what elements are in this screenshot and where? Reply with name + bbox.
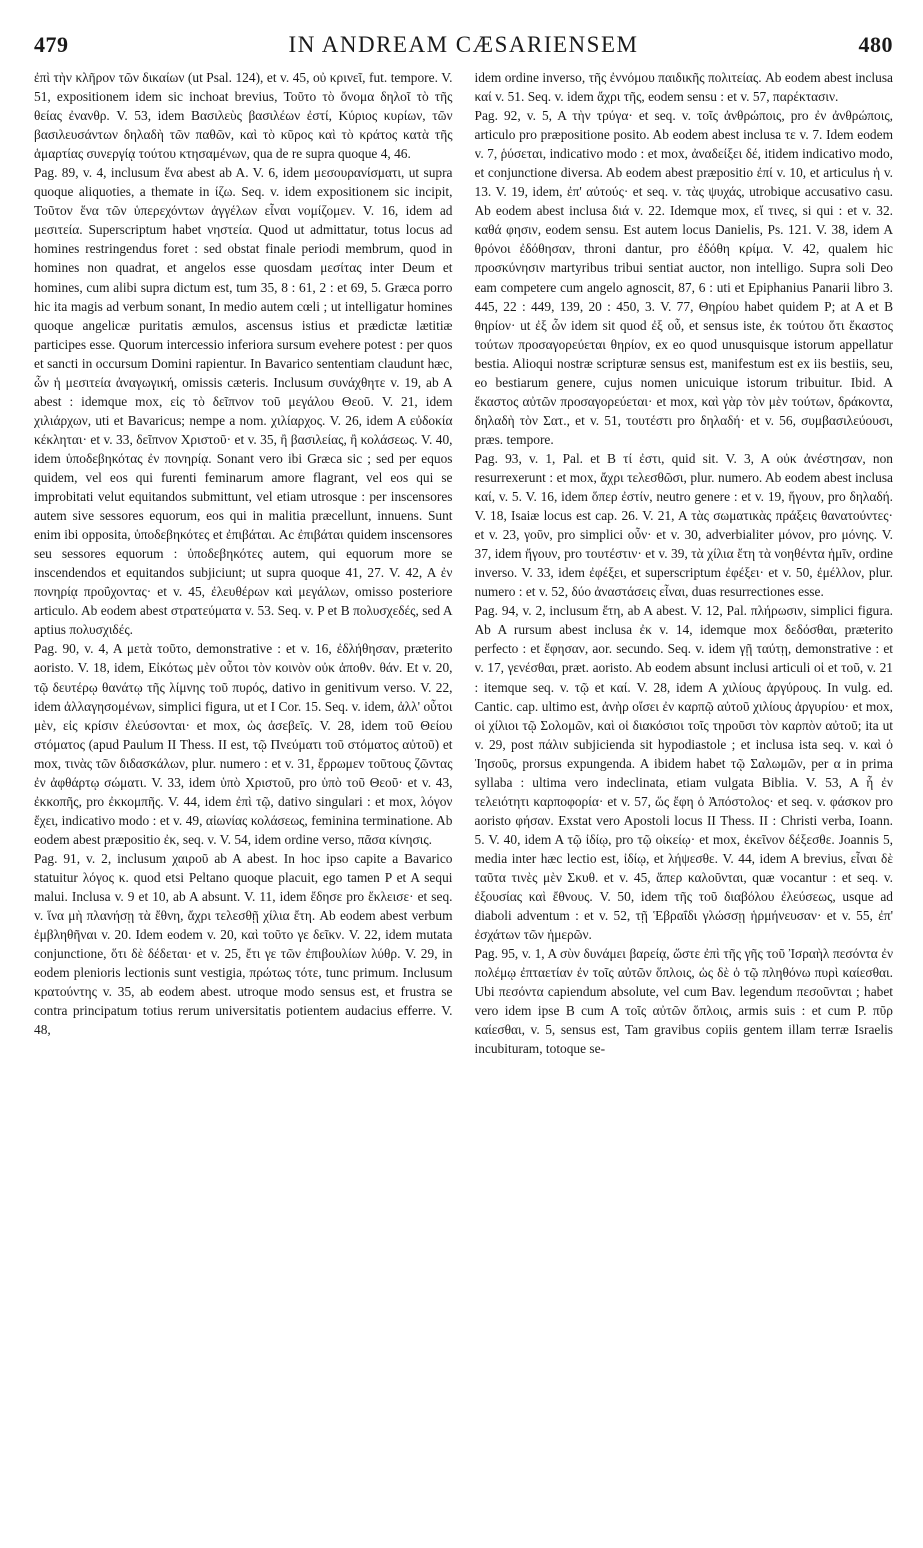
page-header	[34, 28, 893, 62]
paragraph: Pag. 95, v. 1, A σὺν δυνάμει βαρείᾳ, ὥστε ἐπὶ τῆς γῆς τοῦ Ἰσραὴλ πεσόντα ἐν πολέμῳ ἐπταετίαν ἐν τοῖς αὐτῶν ὅπλοις, ὡς δὲ ὁ τῷ πληθόνω πυρὶ καίεσθαι. Ubi πεσόντα capiendum absolute, vel cum Bav. legendum πεσοῦνται ; habet vero idem ipse B cum A τοῖς αὐτῶν ὅπλοις, armis suis : et cum P. πῦρ καίεσθαι, v. 5, sensus est, Tam gravibus copiis gentem illam terræ Israelis incubituram, totoque se-	[474, 946, 893, 1057]
paragraph: ἐπὶ τὴν κλῆρον τῶν δικαίων (ut Psal. 124), et v. 45, οὐ κρινεῖ, fut. tempore. V. 51, expositionem idem sic inchoat brevius, Τοῦτο τὸ ὄνομα δηλοῖ τὸ τῆς θείας ἐνανθρ. V. 53, idem Βασιλεὺς βασιλέων ἐστί, Κύριος κυρίων, τῶν βασιλευσάντων δηλαδὴ τῶν παθῶν, καὶ τὸ κῦρος καὶ τὸ κράτος κατὰ τῆς ἁμαρτίας συνεργίᾳ τούτου κτησαμένων, qua de re supra quoque 4, 46.	[34, 70, 453, 162]
paragraph: Pag. 93, v. 1, Pal. et B τί ἐστι, quid sit. V. 3, A οὐκ ἀνέστησαν, non resurrexerunt : et mox, ἄχρι τελεσθῶσι, plur. numero. Ab eodem abest inclusa καί, v. 5. V. 16, idem ὅπερ ἐστίν, neutro genere : et v. 19, ἥγουν, pro δηλαδή. V. 18, Isaiæ locus est cap. 26. V. 21, A τὰς σωματικὰς πράξεις θανατούντες· et v. 23, γοῦν, pro simplici οὖν· et v. 30, adverbialiter μόνον, pro μόνης. V. 37, idem ἤγουν, pro τουτέστιν· et v. 39, τὰ χίλια ἔτη τὰ νοηθέντα ἡμῖν, ordine inverso. V. 33, idem ἐφέξει, et superscriptum ἐφέξει· et v. 50, ἐμέλλον, plur. numero : et v. 52, δύο ἀναστάσεις εἶναι, duas resurrectiones esse.	[474, 450, 893, 600]
paragraph: Pag. 91, v. 2, inclusum χαιροῦ ab A abest. In hoc ipso capite a Bavarico statuitur λόγος κ. quod etsi Peltano quoque placuit, ego tamen P et A sequi malui. Inclusa v. 9 et 10, ab A absunt. V. 11, idem ἔδησε pro ἔκλεισε· et seq. v. ἵνα μὴ πλανήσῃ τὰ ἔθνη, ἄχρι τελεσθῇ χίλια ἔτη. Ab eodem abest verbum ἐμβληθῆναι v. 20. Idem eodem v. 20, καὶ τοῦτο γε δεῖκν. V. 22, idem mutata conjunctione, ὅτι δὲ δέδεται· et v. 25, ἔτι γε τῶν ἐπιβουλίων λύθρ. V. 29, in eodem plenioris lectionis sunt vestigia, πρώτως τότε, tunc primum. Inclusum κρατούντης v. 35, ab eodem abest. utroque modo sensus est, et frustra se contra principatum totius rerum universitatis potientem audacius efferre. V. 48,	[34, 850, 453, 1038]
page-number-right: 480	[858, 32, 893, 57]
text-columns	[34, 68, 893, 1534]
paragraph: Pag. 92, v. 5, A τὴν τρύγα· et seq. v. τοῖς ἀνθρώποις, pro ἐν ἀνθρώποις, articulo pro præpositione posito. Ab eodem abest inclusa τε v. 7. Idem eodem v. 7, ῥύσεται, indicativo modo : et mox, ἀναδείξει δέ, itidem indicativo modo, et conjunctione diversa. Ab eodem abest præpositio ἐπί v. 10, et articulus ἡ v. 13. V. 19, idem, ἐπ' αὐτούς· et seq. v. τὰς ψυχάς, utrobique accusativo casu. Ab eodem abest inclusa διά v. 22. Idemque mox, εἴ τινες, si qui : et v. 32. καθά φησιν, eodem sensu. Est autem locus Danielis, Ps. 121. V. 38, idem A θρόνοι ἐδόθησαν, throni dantur, pro ἐδόθη κρίμα. V. 42, qualem hic προσκύνησιν martyribus tribui sentiat auctor, non intelligo. Supra soli Deo eam competere cum angelo agnoscit, 87, 6 : uti et Epiphanius Panarii libro 3. 445, 22 : 449, 139, 20 : 450, 3. V. 77, Θηρίου habet quidem P; at A et B θηρίον· ut ἐξ ὧν idem sit quod ἐξ οὗ, et sensus iste, ἐκ τούτου ὅτι ἕκαστος τούτων προσαγορεύεται θηρίον, ex eo quod unusquisque istorum appellatur bestia. Alioqui nostræ scripturæ sensus est, manifestum est ex iis bestiis, seu, eo bestiarum genere, cujus nomen unicuique istorum tribuitur. Ibid. A ἕκαστος αὐτῶν προσαγορεύεται· et mox, καὶ γὰρ τὸν μὲν τούτων, δράκοντα, δηλαδὴ τὸν Σατ., et v. 51, τουτέστι pro δηλαδή· et v. 56, συμβασιλεύουσι, præs. tempore.	[474, 108, 893, 447]
page-number-left: 479	[34, 32, 69, 57]
paragraph: idem ordine inverso, τῆς ἐννόμου παιδικῆς πολιτείας. Ab eodem abest inclusa καί v. 51. Seq. v. idem ἄχρι τῆς, eodem sensu : et v. 57, παρέκτασιν.	[474, 70, 893, 105]
paragraph: Pag. 90, v. 4, A μετὰ τοῦτο, demonstrative : et v. 16, ἐδλήθησαν, præterito aoristo. V. 18, idem, Εἰκότως μὲν οὗτοι τὸν κοινὸν οὐκ ἀποθν. θάν. Et v. 20, τῷ δευτέρῳ θανάτῳ τῆς λίμνης τοῦ πυρός, dativo in genitivum verso. V. 22, idem ἀλλαγησομένων, simplici figura, ut et I Cor. 15. Seq. v. idem, ἀλλ' οὗτοι μὲν, εἰς κρίσιν ἐλεύσονται· et mox, ὡς ἀσεβεῖς. V. 28, idem τοῦ Θείου στόματος (apud Paulum II Thess. II est, τῷ Πνεύματι τοῦ στόματος αὐτοῦ) et mox, τινὰς τῶν διδασκάλων, plur. numero : et v. 31, ἔρρωμεν τοῦτους ζῶντας ἐν ἀφθάρτῳ σώματι. V. 33, idem ὑπὸ Χριστοῦ, pro ὑπὸ τοῦ Θεοῦ· et v. 43, ἐκκοπῆς, pro ἐκκομπῆς. V. 44, idem ἐπὶ τῷ, dativo singulari : et mox, λόγον ἔχει, indicativo modo : et v. 49, αἰωνίας κολάσεως, feminina terminatione. Ab eodem abest præpositio ἐκ, seq. v. V. 54, idem ordine verso, πᾶσα κίνησις.	[34, 641, 453, 847]
right-column	[475, 68, 894, 1534]
left-column	[34, 68, 453, 1534]
paragraph: Pag. 94, v. 2, inclusum ἔτη, ab A abest. V. 12, Pal. πλήρωσιν, simplici figura. Ab A rursum abest inclusa ἐκ v. 14, idemque mox δεδόσθαι, præterito perfecto : et ἔφησαν, aor. secundo. Seq. v. idem γῇ ταύτῃ, demonstrative : et v. 17, γενέσθαι, præt. aoristo. Ab eodem absunt inclusi articuli οἱ et τοῦ, v. 21 : itemque seq. v. τῷ et καί. V. 28, idem A χιλίους ἀργύρους. In vulg. ed. Cantic. cap. ultimo est, ἀνὴρ οἴσει ἐν καρπῷ αὐτοῦ χιλίους ἀργυρίου· et mox, οἱ χίλιοι τῷ Σολομῶν, καὶ οἱ διακόσιοι τοῖς τηροῦσι τὸν καρπὸν αὐτοῦ; ita ut v. 29, post πάλιν subjicienda sit hypodiastole ; et inclusa ista seq. v. καὶ ὁ Ἰησοῦς, prorsus expungenda. A ibidem habet τῷ Σαλωμῶν, per α in prima syllaba : ultima vero indeclinata, etiam vulgata Biblia. V. 53, A ἧ ἐν τελειότητι καρποφορία· et v. 57, ὥς ἔφη ὁ Ἀπόστολος· et seq. v. φάσκον pro aoristo φήσαν. Exstat vero Apostoli locus II Thess. II : Christi verba, Ioann. 5. V. 40, idem A τῷ ἰδίῳ, pro τῷ οἰκείῳ· et mox, ἐκεῖνον δέξεσθε. Joannis 5, media inter hæc lectio est, ἰδίῳ, et λήψεσθε. V. 44, idem A brevius, εἶναι δὲ ταῦτα τινὲς μὲν Σκυθ. et v. 45, ἅπερ καλοῦνται, quæ vocantur : et seq. v. ἐξουσίας καὶ ἔθνους. V. 50, idem τῆς τοῦ διαβόλου ἐλεύσεως, usque ad diaboli adventum : et v. 52, τῇ Ἑβραΐδι γλώσσῃ ἡρμήνευσαν· et v. 55, ἐπ' ἐσχάτων τῶν ἡμερῶν.	[474, 603, 893, 943]
running-title: IN ANDREAM CÆSARIENSEM	[288, 32, 639, 57]
paragraph: Pag. 89, v. 4, inclusum ἕνα abest ab A. V. 6, idem μεσουρανίσματι, ut supra quoque aliquoties, a themate in ίζω. Seq. v. idem expositionem sic incipit, Τοῦτον ἕνα τῶν ὑπερεχόντων ἀγγέλων εἶναι νομίζομεν. V. 16, idem ad μεσιτεία. Superscriptum habet νηστεία. Quod ut admittatur, totus locus ad homines restringendus foret : sed obstat finale periodi membrum, quod in homines non quadrat, et angelos esse quosdam μεσίτας inter Deum et homines, cum alibi supra dictum est, tum 35, 8 : 61, 2 : et 69, 5. Græca porro hic ita magis ad verbum sonant, In medio autem cœli ; ut intelligatur homines quoque angelicæ puritatis æmulos, ascensus istius et prædictæ lætitiæ participes esse. Quorum intercessio inferiora sursum evehere potest : per quos et sancti in occursum Domini rapientur. In Bavarico sententiam claudunt hæc, ὧν ἡ μεσιτεία ἀναγωγική, omissis cæteris. Inclusum συνάχθητε v. 19, ab A abest : idemque mox, εἰς τὸ δεῖπνον τοῦ μεγάλου Θεοῦ. V. 21, idem χιλιάρχων, uti et Bavaricus; nempe a nom. χιλίαρχος. V. 26, idem A εὐδοκία κέκληται· et v. 33, δεῖπνον Χριστοῦ· et v. 35, ἢ βασιλείας, ἢ κολάσεως. V. 40, idem ὑποδεβηκότας ἐν πονηρίᾳ. Sonant vero ibi Græca sic ; sed per equos quidem, vel eos qui furenti feminarum amore flagrant, vel eos qui se improbitati velut equitandos submittunt, vel etiam utrosque : per inscensores autem sive sessores equorum, eos qui in malitia præcellunt, innuens. Sunt enim ibi opposita, ὑποδεβηκότες et ἐπιβάται. Ac ἐπιβάται quidem inscensores seu sessores equorum : ὑποδεβηκότες autem, qui equorum more se inscendendos et equitandos subjiciunt; ut supra quoque 41, 27. V. 42, A ἐν πονηρίᾳ προΰχοντας· et v. 45, ἐλευθέρων καὶ μεγάλων, omisso posteriore articulo. Ab eodem abest στρατεύματα v. 53. Seq. v. P et B πολυσχεδές, sed A aptius πολυσχιδές.	[34, 165, 453, 638]
